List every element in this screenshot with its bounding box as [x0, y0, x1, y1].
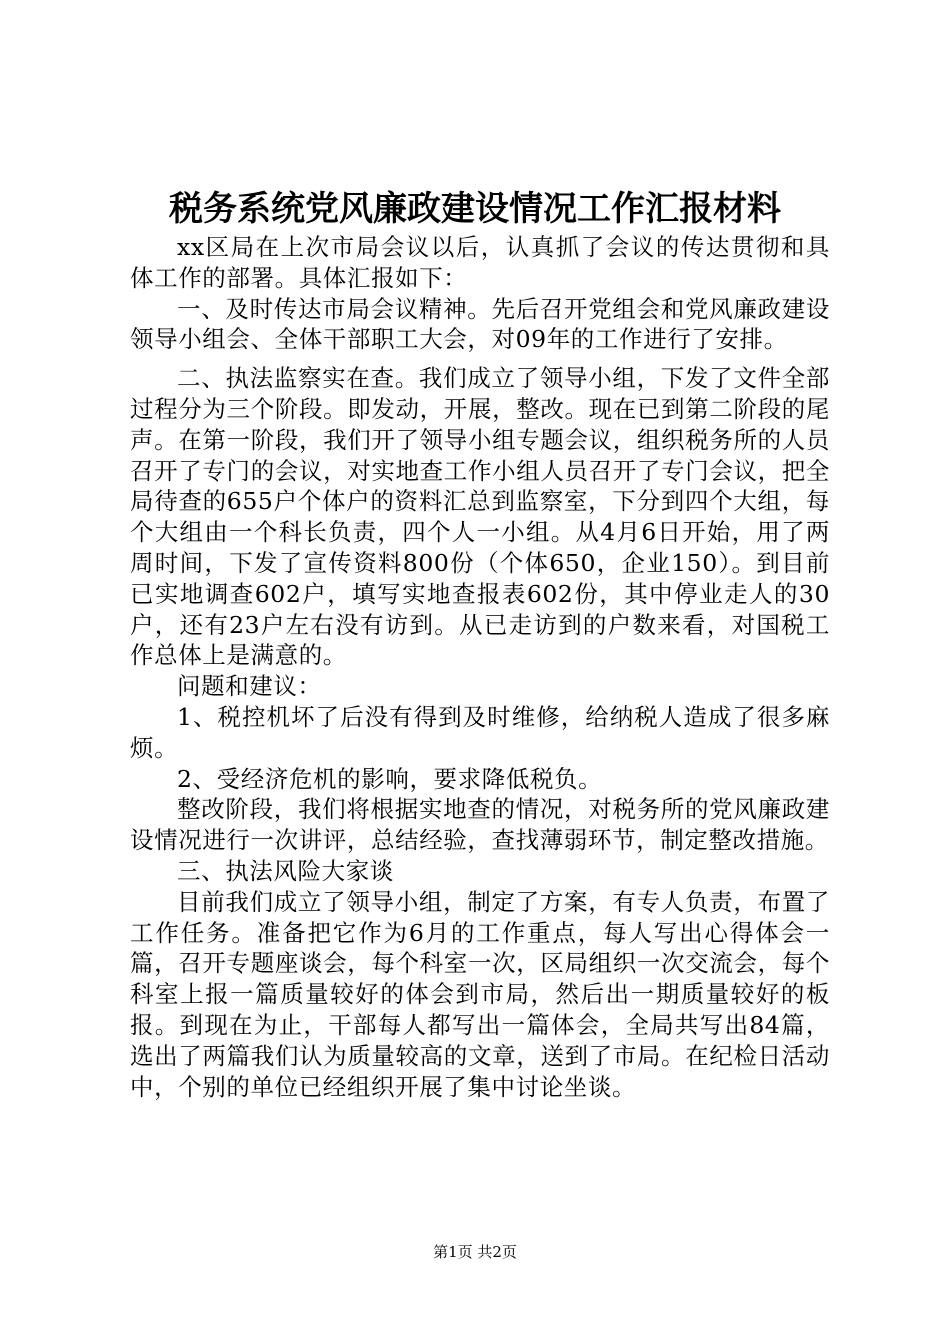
paragraph-section-1: 一、及时传达市局会议精神。先后召开党组会和党风廉政建设领导小组会、全体干部职工大会，对09年的工作进行了安排。	[130, 294, 830, 354]
paragraph-issue-2: 2、受经济危机的影响，要求降低税负。	[177, 764, 603, 793]
page-number: 第1页 共2页	[433, 1243, 517, 1261]
paragraph-issues-heading: 问题和建议：	[177, 672, 322, 701]
document-title: 税务系统党风廉政建设情况工作汇报材料	[169, 189, 781, 229]
document-body	[130, 232, 830, 1102]
paragraph-rectification: 整改阶段，我们将根据实地查的情况，对税务所的党风廉政建设情况进行一次讲评，总结经验，查找薄弱环节，制定整改措施。	[130, 795, 830, 855]
paragraph-issue-1: 1、税控机坏了后没有得到及时维修，给纳税人造成了很多麻烦。	[130, 702, 830, 762]
paragraph-section-2: 二、执法监察实在查。我们成立了领导小组，下发了文件全部过程分为三个阶段。即发动，开展，整改。现在已到第二阶段的尾声。在第一阶段，我们开了领导小组专题会议，组织税务所的人员召开了专门的会议，对实地查工作小组人员召开了专门会议，把全局待查的655户个体户的资料汇总到监察室，下分到四个大组，每个大组由一个科长负责，四个人一小组。从4月6日开始，用了两周时间，下发了宣传资料800份（个体650，企业150）。到目前已实地调查602户，填写实地查报表602份，其中停业走人的30户，还有23户左右没有访到。从已走访到的户数来看，对国税工作总体上是满意的。	[130, 364, 830, 670]
paragraph-section-3-body: 目前我们成立了领导小组，制定了方案，有专人负责，布置了工作任务。准备把它作为6月的工作重点，每人写出心得体会一篇，召开专题座谈会，每个科室一次，区局组织一次交流会，每个科室上报一篇质量较好的体会到市局，然后出一期质量较好的板报。到现在为止，干部每人都写出一篇体会，全局共写出84篇，选出了两篇我们认为质量较高的文章，送到了市局。在纪检日活动中，个别的单位已经组织开展了集中讨论坐谈。	[130, 887, 830, 1101]
paragraph-section-3: 三、执法风险大家谈	[177, 856, 394, 885]
paragraph-intro: xx区局在上次市局会议以后，认真抓了会议的传达贯彻和具体工作的部署。具体汇报如下：	[130, 233, 830, 292]
